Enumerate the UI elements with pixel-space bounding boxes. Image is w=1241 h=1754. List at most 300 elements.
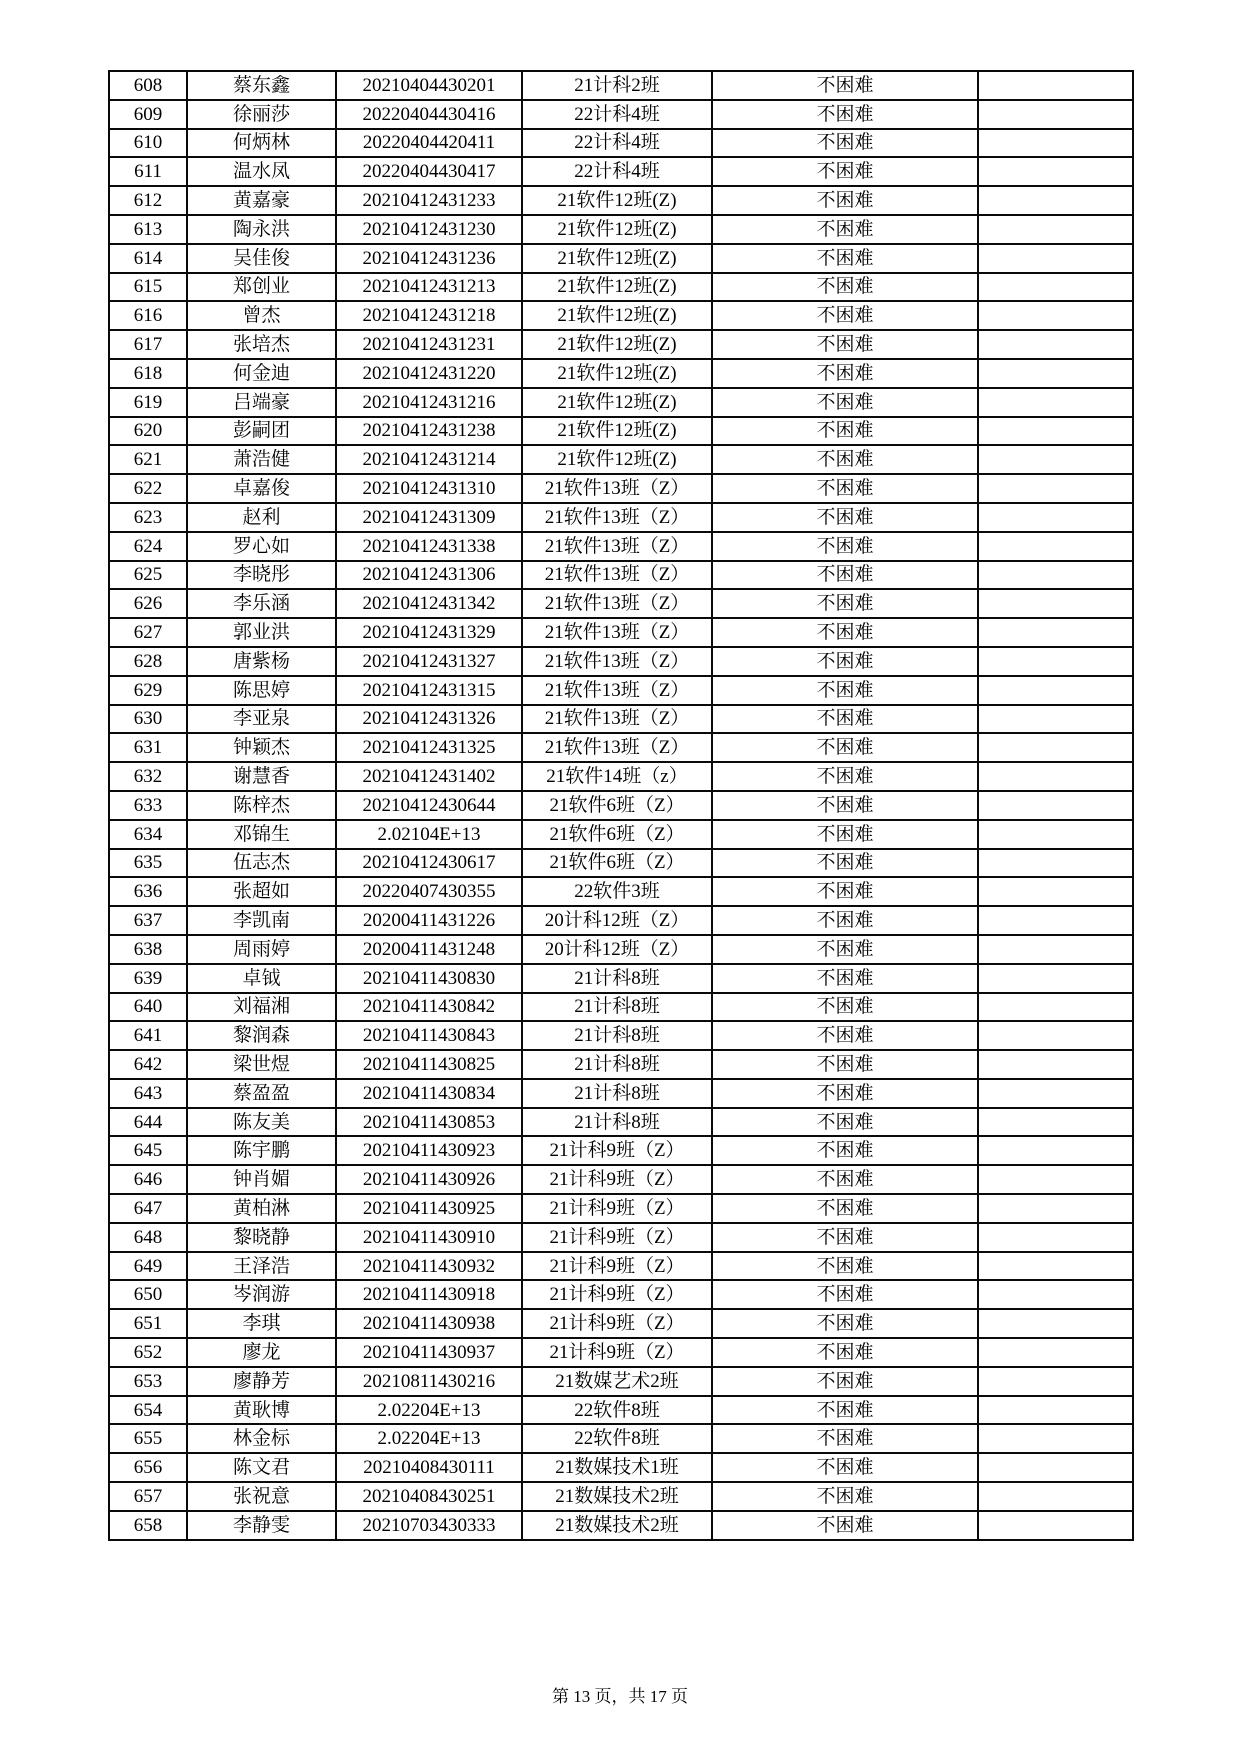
cell-index: 627	[109, 618, 187, 647]
cell-student_id: 20210411430910	[336, 1223, 522, 1252]
cell-difficulty_status: 不困难	[712, 1252, 978, 1281]
cell-student_id: 20210412431220	[336, 359, 522, 388]
cell-class_name: 21计科8班	[522, 1108, 712, 1137]
cell-difficulty_status: 不困难	[712, 733, 978, 762]
cell-class_name: 21计科9班（Z）	[522, 1309, 712, 1338]
cell-note	[978, 100, 1133, 129]
table-row	[109, 330, 1133, 359]
cell-class_name: 21软件12班(Z)	[522, 244, 712, 273]
cell-difficulty_status: 不困难	[712, 388, 978, 417]
table-row	[109, 359, 1133, 388]
table-row	[109, 647, 1133, 676]
cell-index: 644	[109, 1108, 187, 1137]
cell-difficulty_status: 不困难	[712, 157, 978, 186]
cell-index: 624	[109, 532, 187, 561]
cell-student_id: 20210411430830	[336, 964, 522, 993]
cell-student_id: 20220404430416	[336, 100, 522, 129]
cell-note	[978, 1309, 1133, 1338]
cell-student_id: 20200411431226	[336, 906, 522, 935]
cell-note	[978, 1338, 1133, 1367]
cell-name: 彭嗣团	[187, 417, 336, 446]
cell-student_id: 20210412430617	[336, 849, 522, 878]
cell-name: 张祝意	[187, 1482, 336, 1511]
cell-student_id: 20220404420411	[336, 129, 522, 158]
cell-index: 651	[109, 1309, 187, 1338]
cell-index: 612	[109, 186, 187, 215]
table-row	[109, 1396, 1133, 1425]
cell-difficulty_status: 不困难	[712, 820, 978, 849]
cell-note	[978, 1136, 1133, 1165]
cell-student_id: 20210411430834	[336, 1079, 522, 1108]
cell-difficulty_status: 不困难	[712, 1309, 978, 1338]
table-row	[109, 301, 1133, 330]
cell-note	[978, 1108, 1133, 1137]
cell-class_name: 21数媒技术2班	[522, 1482, 712, 1511]
cell-difficulty_status: 不困难	[712, 1280, 978, 1309]
cell-class_name: 21计科8班	[522, 1021, 712, 1050]
cell-class_name: 22计科4班	[522, 100, 712, 129]
cell-index: 613	[109, 215, 187, 244]
cell-difficulty_status: 不困难	[712, 1338, 978, 1367]
cell-note	[978, 215, 1133, 244]
cell-name: 李静雯	[187, 1511, 336, 1540]
cell-name: 邓锦生	[187, 820, 336, 849]
table-row	[109, 676, 1133, 705]
cell-note	[978, 273, 1133, 302]
cell-class_name: 21软件12班(Z)	[522, 186, 712, 215]
cell-difficulty_status: 不困难	[712, 330, 978, 359]
cell-note	[978, 589, 1133, 618]
cell-difficulty_status: 不困难	[712, 1021, 978, 1050]
cell-difficulty_status: 不困难	[712, 503, 978, 532]
cell-note	[978, 1511, 1133, 1540]
cell-difficulty_status: 不困难	[712, 1453, 978, 1482]
cell-student_id: 20210412431309	[336, 503, 522, 532]
cell-student_id: 20210411430937	[336, 1338, 522, 1367]
cell-note	[978, 1021, 1133, 1050]
cell-difficulty_status: 不困难	[712, 1079, 978, 1108]
cell-student_id: 20210412431326	[336, 705, 522, 734]
cell-index: 658	[109, 1511, 187, 1540]
cell-index: 641	[109, 1021, 187, 1050]
cell-name: 吕端豪	[187, 388, 336, 417]
cell-class_name: 21计科8班	[522, 1050, 712, 1079]
cell-name: 黄嘉豪	[187, 186, 336, 215]
cell-name: 张超如	[187, 877, 336, 906]
cell-name: 张培杰	[187, 330, 336, 359]
cell-index: 653	[109, 1367, 187, 1396]
table-row	[109, 1252, 1133, 1281]
cell-name: 罗心如	[187, 532, 336, 561]
cell-difficulty_status: 不困难	[712, 1108, 978, 1137]
cell-name: 李琪	[187, 1309, 336, 1338]
cell-student_id: 20210411430825	[336, 1050, 522, 1079]
cell-class_name: 21软件12班(Z)	[522, 359, 712, 388]
cell-note	[978, 417, 1133, 446]
cell-note	[978, 906, 1133, 935]
cell-student_id: 20210411430842	[336, 993, 522, 1022]
cell-name: 李乐涵	[187, 589, 336, 618]
cell-index: 633	[109, 791, 187, 820]
cell-note	[978, 1482, 1133, 1511]
cell-name: 唐紫杨	[187, 647, 336, 676]
cell-index: 614	[109, 244, 187, 273]
cell-student_id: 20210412431230	[336, 215, 522, 244]
cell-difficulty_status: 不困难	[712, 1424, 978, 1453]
cell-difficulty_status: 不困难	[712, 906, 978, 935]
cell-class_name: 21软件12班(Z)	[522, 445, 712, 474]
student-roster-body	[109, 71, 1133, 1540]
cell-class_name: 21计科9班（Z）	[522, 1252, 712, 1281]
table-row	[109, 1424, 1133, 1453]
cell-name: 卓嘉俊	[187, 474, 336, 503]
cell-note	[978, 618, 1133, 647]
table-row	[109, 244, 1133, 273]
cell-class_name: 21数媒技术2班	[522, 1511, 712, 1540]
cell-name: 钟肖媚	[187, 1165, 336, 1194]
cell-note	[978, 445, 1133, 474]
table-row	[109, 417, 1133, 446]
cell-class_name: 21软件14班（z）	[522, 762, 712, 791]
cell-name: 林金标	[187, 1424, 336, 1453]
cell-name: 蔡盈盈	[187, 1079, 336, 1108]
cell-class_name: 22软件3班	[522, 877, 712, 906]
cell-student_id: 20210408430111	[336, 1453, 522, 1482]
cell-difficulty_status: 不困难	[712, 561, 978, 590]
cell-index: 626	[109, 589, 187, 618]
cell-difficulty_status: 不困难	[712, 1511, 978, 1540]
cell-student_id: 20210412431315	[336, 676, 522, 705]
cell-index: 609	[109, 100, 187, 129]
cell-note	[978, 791, 1133, 820]
cell-note	[978, 1453, 1133, 1482]
cell-difficulty_status: 不困难	[712, 1165, 978, 1194]
cell-name: 谢慧香	[187, 762, 336, 791]
cell-name: 黄柏淋	[187, 1194, 336, 1223]
cell-note	[978, 733, 1133, 762]
table-row	[109, 503, 1133, 532]
cell-index: 618	[109, 359, 187, 388]
cell-class_name: 21软件6班（Z）	[522, 849, 712, 878]
cell-index: 640	[109, 993, 187, 1022]
cell-class_name: 21软件13班（Z）	[522, 474, 712, 503]
cell-name: 徐丽莎	[187, 100, 336, 129]
cell-index: 639	[109, 964, 187, 993]
cell-note	[978, 1252, 1133, 1281]
cell-student_id: 20210412431306	[336, 561, 522, 590]
cell-student_id: 2.02104E+13	[336, 820, 522, 849]
cell-student_id: 20210408430251	[336, 1482, 522, 1511]
cell-class_name: 21计科9班（Z）	[522, 1223, 712, 1252]
cell-difficulty_status: 不困难	[712, 532, 978, 561]
cell-index: 616	[109, 301, 187, 330]
cell-name: 黄耿博	[187, 1396, 336, 1425]
cell-difficulty_status: 不困难	[712, 71, 978, 100]
table-row	[109, 186, 1133, 215]
cell-index: 623	[109, 503, 187, 532]
cell-name: 何金迪	[187, 359, 336, 388]
cell-class_name: 21计科8班	[522, 964, 712, 993]
cell-note	[978, 157, 1133, 186]
cell-note	[978, 503, 1133, 532]
cell-class_name: 21计科8班	[522, 1079, 712, 1108]
cell-student_id: 20220407430355	[336, 877, 522, 906]
cell-class_name: 21计科9班（Z）	[522, 1338, 712, 1367]
cell-class_name: 21计科9班（Z）	[522, 1136, 712, 1165]
table-row	[109, 1136, 1133, 1165]
table-row	[109, 877, 1133, 906]
table-row	[109, 1482, 1133, 1511]
cell-name: 赵利	[187, 503, 336, 532]
cell-class_name: 21软件13班（Z）	[522, 532, 712, 561]
cell-index: 617	[109, 330, 187, 359]
cell-difficulty_status: 不困难	[712, 964, 978, 993]
cell-name: 陶永洪	[187, 215, 336, 244]
cell-class_name: 21软件13班（Z）	[522, 705, 712, 734]
table-row	[109, 820, 1133, 849]
cell-name: 王泽浩	[187, 1252, 336, 1281]
cell-note	[978, 1050, 1133, 1079]
cell-note	[978, 820, 1133, 849]
cell-index: 655	[109, 1424, 187, 1453]
cell-class_name: 21软件12班(Z)	[522, 330, 712, 359]
cell-student_id: 20210412431218	[336, 301, 522, 330]
cell-student_id: 20210412431402	[336, 762, 522, 791]
cell-difficulty_status: 不困难	[712, 244, 978, 273]
cell-name: 何炳林	[187, 129, 336, 158]
cell-class_name: 21计科9班（Z）	[522, 1280, 712, 1309]
cell-note	[978, 1424, 1133, 1453]
table-row	[109, 618, 1133, 647]
cell-class_name: 22计科4班	[522, 157, 712, 186]
cell-student_id: 2.02204E+13	[336, 1424, 522, 1453]
cell-name: 李凯南	[187, 906, 336, 935]
cell-difficulty_status: 不困难	[712, 186, 978, 215]
table-row	[109, 1511, 1133, 1540]
cell-class_name: 21计科2班	[522, 71, 712, 100]
cell-difficulty_status: 不困难	[712, 1367, 978, 1396]
cell-student_id: 20210412431214	[336, 445, 522, 474]
cell-student_id: 20210412431236	[336, 244, 522, 273]
table-row	[109, 474, 1133, 503]
cell-difficulty_status: 不困难	[712, 1396, 978, 1425]
cell-name: 郑创业	[187, 273, 336, 302]
cell-index: 646	[109, 1165, 187, 1194]
cell-class_name: 21软件12班(Z)	[522, 215, 712, 244]
cell-index: 652	[109, 1338, 187, 1367]
cell-class_name: 20计科12班（Z）	[522, 935, 712, 964]
cell-student_id: 20210811430216	[336, 1367, 522, 1396]
table-row	[109, 1165, 1133, 1194]
cell-index: 615	[109, 273, 187, 302]
cell-note	[978, 1079, 1133, 1108]
table-row	[109, 906, 1133, 935]
cell-difficulty_status: 不困难	[712, 100, 978, 129]
cell-index: 648	[109, 1223, 187, 1252]
cell-index: 647	[109, 1194, 187, 1223]
cell-index: 643	[109, 1079, 187, 1108]
cell-student_id: 2.02204E+13	[336, 1396, 522, 1425]
cell-note	[978, 330, 1133, 359]
cell-student_id: 20210404430201	[336, 71, 522, 100]
cell-note	[978, 993, 1133, 1022]
cell-class_name: 21软件12班(Z)	[522, 273, 712, 302]
table-row	[109, 1338, 1133, 1367]
table-row	[109, 1280, 1133, 1309]
cell-student_id: 20210411430938	[336, 1309, 522, 1338]
table-row	[109, 157, 1133, 186]
cell-student_id: 20210412431342	[336, 589, 522, 618]
table-row	[109, 1050, 1133, 1079]
table-row	[109, 1453, 1133, 1482]
cell-class_name: 21计科9班（Z）	[522, 1194, 712, 1223]
cell-index: 621	[109, 445, 187, 474]
cell-class_name: 21软件12班(Z)	[522, 388, 712, 417]
cell-class_name: 21数媒技术1班	[522, 1453, 712, 1482]
cell-difficulty_status: 不困难	[712, 1223, 978, 1252]
cell-name: 钟颖杰	[187, 733, 336, 762]
cell-student_id: 20210412431327	[336, 647, 522, 676]
cell-name: 李亚泉	[187, 705, 336, 734]
cell-note	[978, 705, 1133, 734]
cell-student_id: 20210412431338	[336, 532, 522, 561]
cell-index: 636	[109, 877, 187, 906]
cell-student_id: 20210412431310	[336, 474, 522, 503]
cell-name: 梁世煜	[187, 1050, 336, 1079]
cell-note	[978, 532, 1133, 561]
cell-note	[978, 1280, 1133, 1309]
cell-student_id: 20210411430843	[336, 1021, 522, 1050]
table-row	[109, 215, 1133, 244]
table-row	[109, 589, 1133, 618]
cell-student_id: 20210411430918	[336, 1280, 522, 1309]
cell-index: 657	[109, 1482, 187, 1511]
cell-student_id: 20210411430932	[336, 1252, 522, 1281]
cell-index: 642	[109, 1050, 187, 1079]
cell-student_id: 20210412430644	[336, 791, 522, 820]
cell-class_name: 21软件12班(Z)	[522, 417, 712, 446]
cell-note	[978, 1194, 1133, 1223]
table-row	[109, 1223, 1133, 1252]
cell-class_name: 21软件13班（Z）	[522, 561, 712, 590]
cell-index: 629	[109, 676, 187, 705]
cell-difficulty_status: 不困难	[712, 877, 978, 906]
cell-index: 645	[109, 1136, 187, 1165]
cell-student_id: 20210412431233	[336, 186, 522, 215]
cell-index: 610	[109, 129, 187, 158]
table-row	[109, 762, 1133, 791]
cell-student_id: 20210412431216	[336, 388, 522, 417]
cell-student_id: 20220404430417	[336, 157, 522, 186]
cell-note	[978, 849, 1133, 878]
cell-note	[978, 186, 1133, 215]
table-row	[109, 1108, 1133, 1137]
cell-class_name: 21软件13班（Z）	[522, 676, 712, 705]
cell-class_name: 21软件13班（Z）	[522, 503, 712, 532]
cell-index: 622	[109, 474, 187, 503]
cell-difficulty_status: 不困难	[712, 359, 978, 388]
cell-difficulty_status: 不困难	[712, 935, 978, 964]
cell-difficulty_status: 不困难	[712, 647, 978, 676]
cell-index: 638	[109, 935, 187, 964]
cell-note	[978, 388, 1133, 417]
cell-name: 陈文君	[187, 1453, 336, 1482]
cell-name: 卓钺	[187, 964, 336, 993]
cell-name: 廖静芳	[187, 1367, 336, 1396]
cell-index: 650	[109, 1280, 187, 1309]
cell-difficulty_status: 不困难	[712, 1194, 978, 1223]
table-row	[109, 964, 1133, 993]
cell-class_name: 21计科8班	[522, 993, 712, 1022]
cell-class_name: 21软件6班（Z）	[522, 791, 712, 820]
cell-name: 周雨婷	[187, 935, 336, 964]
cell-name: 吴佳俊	[187, 244, 336, 273]
cell-class_name: 21软件13班（Z）	[522, 733, 712, 762]
cell-index: 630	[109, 705, 187, 734]
cell-index: 625	[109, 561, 187, 590]
table-row	[109, 935, 1133, 964]
cell-difficulty_status: 不困难	[712, 618, 978, 647]
cell-difficulty_status: 不困难	[712, 1050, 978, 1079]
cell-student_id: 20210411430925	[336, 1194, 522, 1223]
cell-student_id: 20210411430926	[336, 1165, 522, 1194]
cell-difficulty_status: 不困难	[712, 676, 978, 705]
cell-note	[978, 935, 1133, 964]
cell-name: 伍志杰	[187, 849, 336, 878]
cell-student_id: 20210412431238	[336, 417, 522, 446]
cell-difficulty_status: 不困难	[712, 474, 978, 503]
cell-class_name: 22计科4班	[522, 129, 712, 158]
cell-index: 611	[109, 157, 187, 186]
cell-difficulty_status: 不困难	[712, 762, 978, 791]
cell-name: 陈友美	[187, 1108, 336, 1137]
cell-index: 631	[109, 733, 187, 762]
cell-name: 黎润森	[187, 1021, 336, 1050]
cell-difficulty_status: 不困难	[712, 215, 978, 244]
cell-difficulty_status: 不困难	[712, 589, 978, 618]
table-row	[109, 532, 1133, 561]
table-row	[109, 71, 1133, 100]
cell-difficulty_status: 不困难	[712, 445, 978, 474]
cell-student_id: 20200411431248	[336, 935, 522, 964]
cell-class_name: 20计科12班（Z）	[522, 906, 712, 935]
cell-name: 廖龙	[187, 1338, 336, 1367]
cell-student_id: 20210412431325	[336, 733, 522, 762]
cell-name: 黎晓静	[187, 1223, 336, 1252]
cell-class_name: 21软件13班（Z）	[522, 647, 712, 676]
table-row	[109, 993, 1133, 1022]
cell-note	[978, 71, 1133, 100]
cell-note	[978, 1396, 1133, 1425]
student-roster-table	[108, 70, 1134, 1541]
table-row	[109, 1367, 1133, 1396]
cell-difficulty_status: 不困难	[712, 849, 978, 878]
table-row	[109, 273, 1133, 302]
cell-note	[978, 1165, 1133, 1194]
cell-note	[978, 964, 1133, 993]
cell-note	[978, 877, 1133, 906]
cell-student_id: 20210411430923	[336, 1136, 522, 1165]
cell-note	[978, 244, 1133, 273]
table-row	[109, 1079, 1133, 1108]
table-row	[109, 129, 1133, 158]
table-row	[109, 733, 1133, 762]
cell-note	[978, 359, 1133, 388]
table-row	[109, 561, 1133, 590]
cell-difficulty_status: 不困难	[712, 705, 978, 734]
cell-class_name: 21软件13班（Z）	[522, 589, 712, 618]
table-row	[109, 1309, 1133, 1338]
